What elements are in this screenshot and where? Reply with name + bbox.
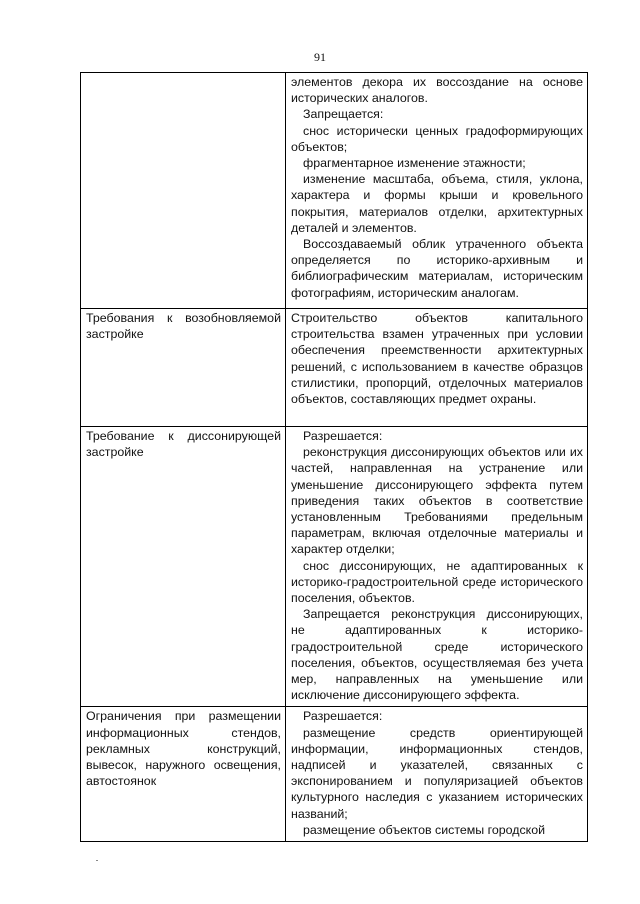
paragraph: Запрещается:: [303, 107, 384, 122]
paragraph: фрагментарное изменение этажности;: [303, 156, 526, 171]
regulations-table: [80, 72, 588, 842]
row-label-cell: [81, 73, 286, 309]
table-row: [81, 707, 588, 842]
row-label: Ограничения при размещении информационных стендов, рекламных конструкций, вывесок, наружного освещения, автостоянок: [86, 709, 281, 789]
paragraph: реконструкция диссонирующих объектов или их частей, направленная на устранение или уменьшение диссонирующего эффекта путем приведения таких объектов в соответствие установленным Требованиями предельным параметрам, включая отделочные материалы и характер отделки;: [291, 445, 583, 557]
row-label-cell: [81, 707, 286, 842]
row-label-cell: [81, 427, 286, 707]
table-row: [81, 73, 588, 309]
paragraph: размещение объектов системы городской: [303, 822, 546, 837]
row-label: Требования к возобновляемой застройке: [86, 311, 281, 342]
row-label: Требование к диссонирующей застройке: [86, 429, 281, 460]
row-text-cell: [286, 73, 588, 309]
page-number: 91: [314, 50, 326, 64]
paragraph: снос исторически ценных градоформирующих объектов;: [291, 123, 583, 154]
row-text-cell: [286, 309, 588, 427]
paragraph: изменение масштаба, объема, стиля, уклона, характера и формы крыши и кровельного покрытия, материалов отделки, архитектурных деталей и элементов.: [291, 172, 583, 235]
row-text-cell: [286, 707, 588, 842]
paragraph: Строительство объектов капитального строительства взамен утраченных при условии обеспечения преемственности архитектурных решений, с использованием в качестве образцов стилистики, пропорций, отделочных материалов объектов, составляющих предмет охраны.: [291, 311, 583, 407]
paragraph: Запрещается реконструкция диссонирующих, не адаптированных к историко-градостроительной среде исторического поселения, объектов, осуществляемая без учета мер, направленных на уменьшение или исключение диссонирующего эффекта.: [291, 607, 583, 703]
paragraph: Воссоздаваемый облик утраченного объекта определяется по историко-архивным и библиографическим материалам, историческим фотографиям, историческим аналогам.: [291, 237, 583, 300]
paragraph: Разрешается:: [303, 429, 383, 443]
table-row: [81, 309, 588, 427]
paragraph: элементов декора их воссоздание на основе исторических аналогов.: [291, 75, 583, 106]
paragraph: снос диссонирующих, не адаптированных к историко-градостроительной среде исторического поселения, объектов.: [291, 558, 583, 606]
row-text-cell: [286, 427, 588, 707]
row-label-cell: [81, 309, 286, 427]
scan-mark: [96, 860, 98, 861]
paragraph: размещение средств ориентирующей информации, информационных стендов, надписей и указателей, связанных с экспонированием и популяризацией объектов культурного наследия с указанием исторических названий;: [291, 725, 583, 821]
table-row: [81, 427, 588, 707]
paragraph: Разрешается:: [303, 709, 383, 724]
